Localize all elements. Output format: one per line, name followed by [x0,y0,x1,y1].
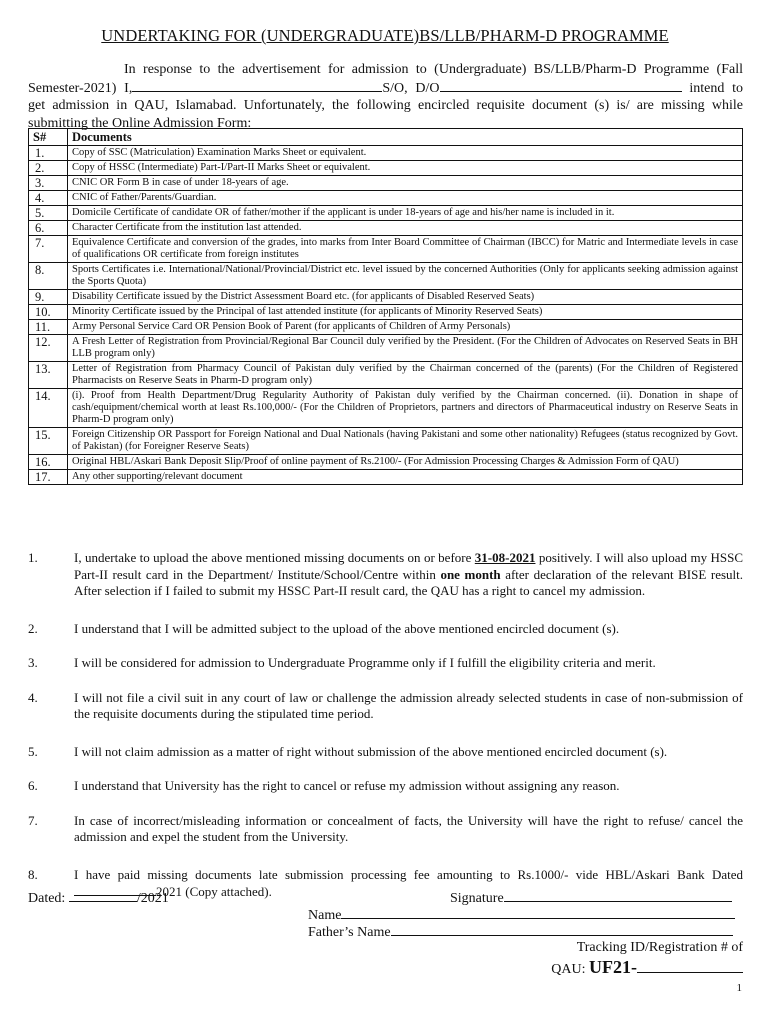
row-number: 4. [29,191,68,206]
row-document: Original HBL/Askari Bank Deposit Slip/Proof of online payment of Rs.2100/- (For Admission Processing Charges & Admission Form of QAU) [68,455,743,470]
row-document: (i). Proof from Health Department/Drug Regularity Authority of Pakistan duly verified by the Chairman concerned. (ii). Donation in shape of cash/equipment/chemical worth at least Rs.100,000/- (For the Children of Proprietors, partners and directors of Pharmaceutical industry on Reserve Seats in Pharm-D program only) [68,389,743,428]
table-row [29,221,743,236]
table-row [29,176,743,191]
dated-field: Dated: /2021 [28,891,169,906]
tracking-id-label: Tracking ID/Registration # of [576,940,743,955]
table-row [29,206,743,221]
table-row [29,428,743,455]
qau-tracking-field: QAU: UF21- [551,957,743,978]
table-header-row [29,129,743,146]
row-number: 6. [29,221,68,236]
header-documents: Documents [68,129,743,146]
table-row [29,320,743,335]
table-row [29,263,743,290]
name-line-blank[interactable] [341,906,735,919]
header-sno: S# [29,129,68,146]
row-document: Domicile Certificate of candidate OR of father/mother if the applicant is under 18-years of age and his/her name is included in it. [68,206,743,221]
row-document: Disability Certificate issued by the District Assessment Board etc. (for applicants of Disabled Reserved Seats) [68,290,743,305]
row-number: 12. [29,335,68,362]
undertaking-item: 7. In case of incorrect/misleading information or concealment of facts, the University will have the right to refuse/ cancel the admission and expel the student from the University. [28,812,743,844]
row-number: 5. [29,206,68,221]
undertaking-item-1: 1. I, undertake to upload the above mentioned missing documents on or before 31-08-2021 positively. I will also upload my HSSC Part-II result card in the Department/ Institute/School/Centre within one month after declaration of the relevant BISE result. After selection if I failed to submit my HSSC Part-II result card, the QAU has a right to cancel my admission. [28,550,743,598]
row-document: Equivalence Certificate and conversion of the grades, into marks from Inter Board Committee of Chairman (IBCC) for Matric and Intermediate levels in case of qualifications OR certificate from foreign institutes [68,236,743,263]
undertaking-item: 3. I will be considered for admission to Undergraduate Programme only if I fulfill the eligibility criteria and merit. [28,655,656,670]
undertakings-list [28,550,743,901]
table-row [29,191,743,206]
row-number: 7. [29,236,68,263]
tracking-id-blank[interactable] [637,960,743,973]
row-document: Army Personal Service Card OR Pension Book of Parent (for applicants of Children of Army Personals) [68,320,743,335]
row-document: Character Certificate from the institution last attended. [68,221,743,236]
father-name-blank[interactable] [391,923,733,936]
row-number: 16. [29,455,68,470]
row-document: CNIC of Father/Parents/Guardian. [68,191,743,206]
father-name-field: Father’s Name [308,923,733,941]
intro-text-3: intend to get admission in QAU, Islamabad. Unfortunately, the following encircled requisite document (s) is/ are missing while submitting the Online Admission Form: [28,80,744,131]
table-row [29,389,743,428]
row-number: 14. [29,389,68,428]
table-row [29,470,743,485]
table-row [29,335,743,362]
intro-text-1: In response to the advertisement for admission to (Undergraduate) BS/LLB/Pharm-D Programme (Fall Semester-2021) I, [28,62,743,96]
row-number: 11. [29,320,68,335]
table-row [29,236,743,263]
intro-paragraph [28,61,743,132]
uf-prefix: UF21- [589,957,637,977]
undertaking-item: 2. I understand that I will be admitted subject to the upload of the above mentioned encircled document (s). [28,620,620,636]
row-number: 8. [29,263,68,290]
page-title: UNDERTAKING FOR (UNDERGRADUATE)BS/LLB/PHARM-D PROGRAMME [101,26,669,45]
row-document: Letter of Registration from Pharmacy Council of Pakistan duly verified by the Chairman concerned of the (parents) (For the Children of Registered Pharmacists on Reserve Seats in Pharm-D program only) [68,362,743,389]
documents-table [28,128,743,485]
row-number: 10. [29,305,68,320]
row-number: 13. [29,362,68,389]
undertaking-item: 4. I will not file a civil suit in any court of law or challenge the admission already selected students in case of non-submission of the requisite documents during the stipulated time period. [28,689,743,721]
row-document: Copy of SSC (Matriculation) Examination Marks Sheet or equivalent. [68,146,743,161]
row-document: Foreign Citizenship OR Passport for Foreign National and Dual Nationals (having Pakistani and some other nationality) Refugees (status recognized by Govt. of Pakistan) (for Foreigner Reserve Seats) [68,428,743,455]
row-document: CNIC OR Form B in case of under 18-years of age. [68,176,743,191]
intro-text-2: S/O, D/O [382,80,440,96]
page-number: 1 [736,982,742,994]
undertaking-item: 6. I understand that University has the right to cancel or refuse my admission without assigning any reason. [28,778,620,793]
table-row [29,161,743,176]
row-document: Any other supporting/relevant document [68,470,743,485]
table-row [29,146,743,161]
table-row [29,305,743,320]
table-row [29,455,743,470]
row-number: 17. [29,470,68,485]
row-number: 15. [29,428,68,455]
parent-name-blank[interactable] [440,79,682,92]
row-number: 2. [29,161,68,176]
signature-blank[interactable] [504,889,732,902]
row-number: 3. [29,176,68,191]
row-number: 9. [29,290,68,305]
undertaking-item: 5. I will not claim admission as a matter of right without submission of the above mentioned encircled document (s). [28,743,668,759]
signature-field: Signature [450,889,732,907]
name-blank[interactable] [132,79,382,92]
table-row [29,362,743,389]
table-row [29,290,743,305]
row-number: 1. [29,146,68,161]
row-document: A Fresh Letter of Registration from Provincial/Regional Bar Council duly verified by the President. (For the Children of Advocates on Reserved Seats in BH LLB program only) [68,335,743,362]
name-field: Name [308,906,735,924]
row-document: Minority Certificate issued by the Principal of last attended institute (for applicants of Minority Reserved Seats) [68,305,743,320]
row-document: Copy of HSSC (Intermediate) Part-I/Part-II Marks Sheet or equivalent. [68,161,743,176]
deadline-date: 31-08-2021 [474,550,536,565]
undertaking-item-8: 8. I have paid missing documents late submission processing fee amounting to Rs.1000/- vide HBL/Askari Bank Dated2021 (Copy attached). [28,866,743,899]
row-document: Sports Certificates i.e. International/National/Provincial/District etc. level issued by the concerned Authorities (Only for applicants seeking admission against the Sports Quota) [68,263,743,290]
dated-blank[interactable] [69,889,137,902]
